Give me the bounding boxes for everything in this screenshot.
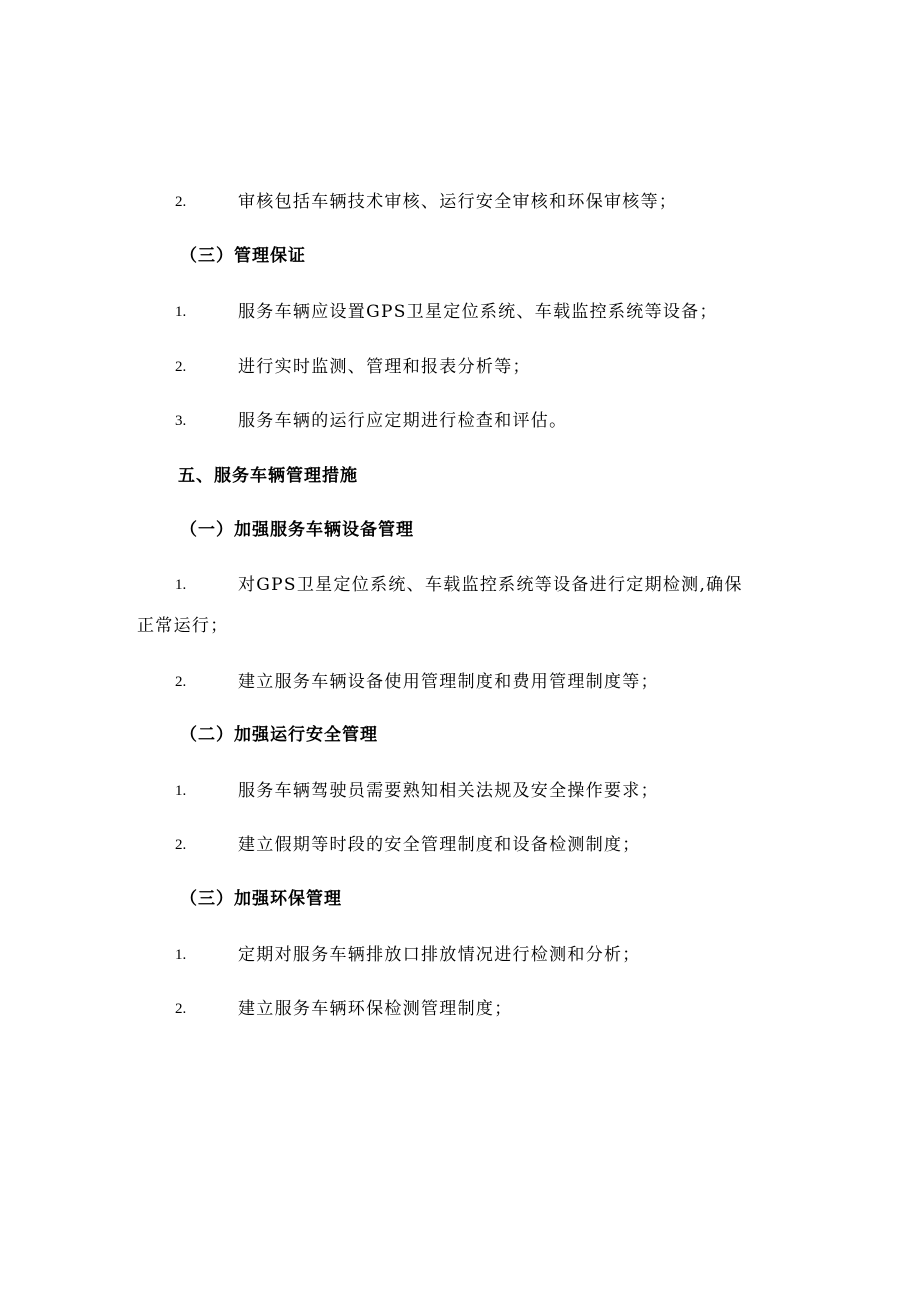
list-number: 2. (175, 1001, 187, 1017)
list-number: 3. (175, 413, 187, 429)
list-number: 2. (175, 837, 187, 853)
list-item-text: 建立假期等时段的安全管理制度和设备检测制度； (238, 835, 641, 855)
list-item-text: 审核包括车辆技术审核、运行安全审核和环保审核等； (238, 192, 678, 212)
list-number: 1. (175, 947, 187, 963)
list-item-text: 建立服务车辆设备使用管理制度和费用管理制度等； (238, 672, 659, 692)
list-number: 2. (175, 194, 187, 210)
list-item-text: 服务车辆的运行应定期进行检查和评估。 (238, 411, 568, 431)
list-item-text: 进行实时监测、管理和报表分析等； (238, 357, 531, 377)
list-number: 1. (175, 304, 187, 320)
section-subheading: （二）加强运行安全管理 (180, 725, 378, 745)
list-number: 1. (175, 783, 187, 799)
list-item-text: 服务车辆驾驶员需要熟知相关法规及安全操作要求； (238, 781, 659, 801)
section-subheading: （一）加强服务车辆设备管理 (180, 520, 414, 540)
list-item-text: 对GPS卫星定位系统、车载监控系统等设备进行定期检测,确保 (238, 575, 743, 595)
list-number: 1. (175, 577, 187, 593)
list-item-text: 建立服务车辆环保检测管理制度； (238, 999, 513, 1019)
section-heading: 五、服务车辆管理措施 (178, 466, 358, 486)
list-item-text: 服务车辆应设置GPS卫星定位系统、车载监控系统等设备； (238, 302, 718, 322)
list-item-continuation: 正常运行； (137, 616, 229, 636)
list-number: 2. (175, 359, 187, 375)
list-number: 2. (175, 674, 187, 690)
section-subheading: （三）加强环保管理 (180, 889, 342, 909)
section-subheading: （三）管理保证 (180, 246, 306, 266)
list-item-text: 定期对服务车辆排放口排放情况进行检测和分析； (238, 945, 641, 965)
